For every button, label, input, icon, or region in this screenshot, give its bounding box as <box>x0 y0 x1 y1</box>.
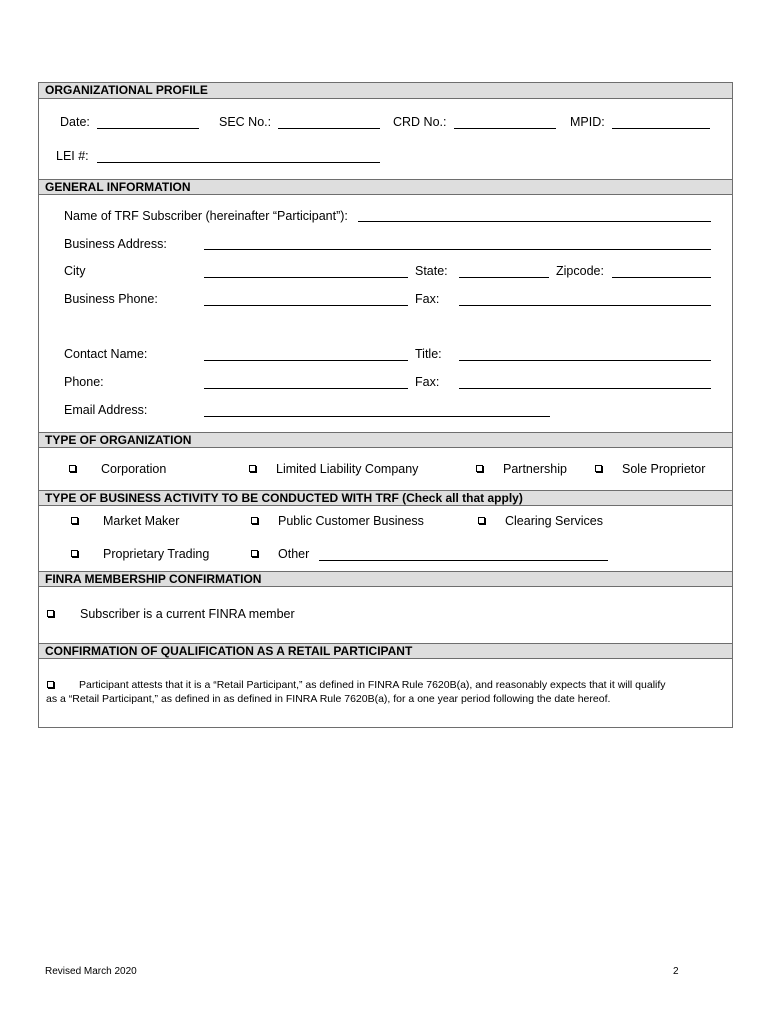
llc-checkbox[interactable] <box>249 465 256 472</box>
lei-field[interactable] <box>97 162 380 163</box>
corporation-checkbox[interactable] <box>69 465 76 472</box>
city-label: City <box>64 264 86 278</box>
proprietary-trading-label: Proprietary Trading <box>103 547 210 561</box>
mpid-field[interactable] <box>612 128 710 129</box>
other-checkbox[interactable] <box>251 550 258 557</box>
business-address-field[interactable] <box>204 249 711 250</box>
date-field[interactable] <box>97 128 199 129</box>
partnership-label: Partnership <box>503 462 567 476</box>
crd-no-label: CRD No.: <box>393 115 447 129</box>
state-field[interactable] <box>459 277 549 278</box>
revised-date: Revised March 2020 <box>45 966 137 977</box>
clearing-services-checkbox[interactable] <box>478 517 485 524</box>
title-field[interactable] <box>459 360 711 361</box>
contact-phone-label: Phone: <box>64 375 104 389</box>
corporation-label: Corporation <box>101 462 167 476</box>
business-address-label: Business Address: <box>64 237 167 251</box>
sole-proprietor-checkbox[interactable] <box>595 465 602 472</box>
sec-no-field[interactable] <box>278 128 380 129</box>
business-phone-field[interactable] <box>204 305 408 306</box>
clearing-services-label: Clearing Services <box>505 514 603 528</box>
section-header-organizational-profile: ORGANIZATIONAL PROFILE <box>39 83 732 99</box>
finra-member-label: Subscriber is a current FINRA member <box>80 607 295 621</box>
fax-field[interactable] <box>459 305 711 306</box>
trf-subscriber-form <box>38 82 733 728</box>
contact-fax-label: Fax: <box>415 375 440 389</box>
email-address-label: Email Address: <box>64 403 148 417</box>
market-maker-label: Market Maker <box>103 514 180 528</box>
section-header-business-activity: TYPE OF BUSINESS ACTIVITY TO BE CONDUCTED WITH TRF (Check all that apply) <box>39 490 732 506</box>
mpid-label: MPID: <box>570 115 605 129</box>
retail-participant-checkbox[interactable] <box>47 681 54 688</box>
zipcode-label: Zipcode: <box>556 264 604 278</box>
business-phone-label: Business Phone: <box>64 292 158 306</box>
email-address-field[interactable] <box>204 416 550 417</box>
retail-statement-line2: as a “Retail Participant,” as defined in as defined in FINRA Rule 7620B(a), for a one year period following the date hereof. <box>46 693 611 705</box>
public-customer-business-label: Public Customer Business <box>278 514 424 528</box>
proprietary-trading-checkbox[interactable] <box>71 550 78 557</box>
retail-statement-line1: Participant attests that it is a “Retail Participant,” as defined in FINRA Rule 7620B(a), and reasonably expects that it will qualify <box>79 679 666 691</box>
fax-label: Fax: <box>415 292 440 306</box>
contact-name-label: Contact Name: <box>64 347 148 361</box>
section-header-retail-participant: CONFIRMATION OF QUALIFICATION AS A RETAIL PARTICIPANT <box>39 643 732 659</box>
partnership-checkbox[interactable] <box>476 465 483 472</box>
crd-no-field[interactable] <box>454 128 556 129</box>
market-maker-checkbox[interactable] <box>71 517 78 524</box>
contact-phone-field[interactable] <box>204 388 408 389</box>
zipcode-field[interactable] <box>612 277 711 278</box>
date-label: Date: <box>60 115 90 129</box>
sec-no-label: SEC No.: <box>219 115 272 129</box>
subscriber-name-field[interactable] <box>358 221 711 222</box>
section-header-finra-membership: FINRA MEMBERSHIP CONFIRMATION <box>39 571 732 587</box>
lei-label: LEI #: <box>56 149 89 163</box>
contact-name-field[interactable] <box>204 360 408 361</box>
section-header-general-information: GENERAL INFORMATION <box>39 179 732 195</box>
other-label: Other <box>278 547 310 561</box>
section-header-type-of-organization: TYPE OF ORGANIZATION <box>39 432 732 448</box>
other-field[interactable] <box>319 560 608 561</box>
state-label: State: <box>415 264 448 278</box>
contact-fax-field[interactable] <box>459 388 711 389</box>
page-number: 2 <box>673 966 679 977</box>
city-field[interactable] <box>204 277 408 278</box>
subscriber-name-label: Name of TRF Subscriber (hereinafter “Participant”): <box>64 209 348 223</box>
public-customer-business-checkbox[interactable] <box>251 517 258 524</box>
finra-member-checkbox[interactable] <box>47 610 54 617</box>
title-label: Title: <box>415 347 442 361</box>
llc-label: Limited Liability Company <box>276 462 419 476</box>
sole-proprietor-label: Sole Proprietor <box>622 462 706 476</box>
